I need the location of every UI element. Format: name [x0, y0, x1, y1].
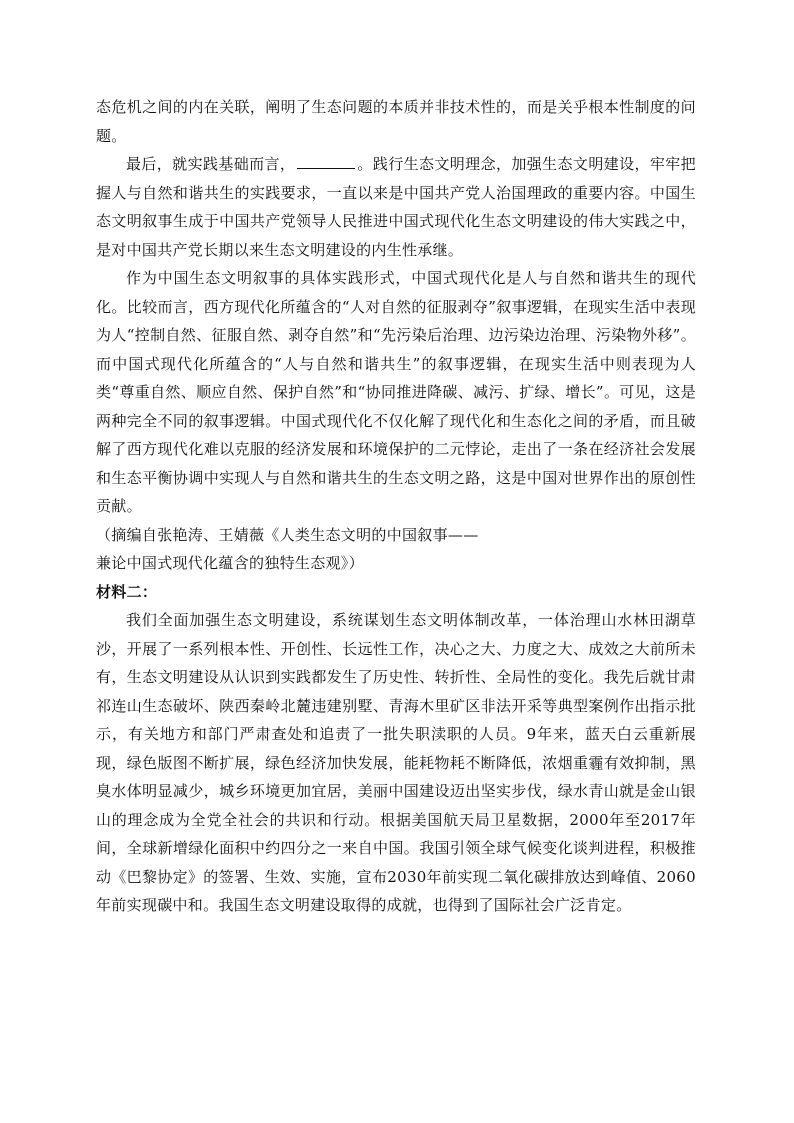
- document-body: [96, 93, 696, 920]
- paragraph-chinese-modernization: 作为中国生态文明叙事的具体实践形式，中国式现代化是人与自然和谐共生的现代化。比较而言，西方现代化所蕴含的“人对自然的征服剥夺”叙事逻辑，在现实生活中表现为人“控制自然、征服自然、剥夺自然”和“先污染后治理、边污染边治理、污染物外移”。而中国式现代化所蕴含的“人与自然和谐共生”的叙事逻辑，在现实生活中则表现为人类“尊重自然、顺应自然、保护自然”和“协同推进降碳、减污、扩绿、增长”。可见，这是两种完全不同的叙事逻辑。中国式现代化不仅化解了现代化和生态化之间的矛盾，而且破解了西方现代化难以克服的经济发展和环境保护的二元悖论，走出了一条在经济社会发展和生态平衡协调中实现人与自然和谐共生的生态文明之路，这是中国对世界作出的原创性贡献。: [96, 269, 696, 515]
- fill-in-blank[interactable]: [297, 154, 355, 169]
- paragraph-text-before-blank: 最后，就实践基础而言，: [126, 155, 296, 173]
- paragraph-material-two: 我们全面加强生态文明建设，系统谋划生态文明体制改革，一体治理山水林田湖草沙，开展了一系列根本性、开创性、长远性工作，决心之大、力度之大、成效之大前所未有，生态文明建设从认识到实践都发生了历史性、转折性、全局性的变化。我先后就甘肃祁连山生态破坏、陕西秦岭北麓违建别墅、青海木里矿区非法开采等典型案例作出指示批示，有关地方和部门严肃查处和追责了一批失职渎职的人员。9年来，蓝天白云重新展现，绿色版图不断扩展，绿色经济加快发展，能耗物耗不断降低，浓烟重霾有效抑制，黑臭水体明显减少，城乡环境更加宜居，美丽中国建设迈出坚实步伐，绿水青山就是金山银山的理念成为全党全社会的共识和行动。根据美国航天局卫星数据，2000年至2017年间，全球新增绿化面积中约四分之一来自中国。我国引领全球气候变化谈判进程，积极推动《巴黎协定》的签署、生效、实施，宣布2030年前实现二氧化碳排放达到峰值、2060年前实现碳中和。我国生态文明建设取得的成就，也得到了国际社会广泛肯定。: [96, 611, 696, 914]
- material-two-heading: 材料二：: [96, 582, 158, 601]
- paragraph-text-after-blank: 。践行生态文明理念，加强生态文明建设，牢牢把握人与自然和谐共生的实践要求，一直以来是中国共产党人治国理政的重要内容。中国生态文明叙事生成于中国共产党领导人民推进中国式现代化生态文明建设的伟大实践之中，是对中国共产党长期以来生态文明建设的内生性承继。: [96, 155, 696, 259]
- source-citation-line1: （摘编自张艳涛、王婧薇《人类生态文明的中国叙事——: [96, 525, 479, 544]
- paragraph-continuation: 态危机之间的内在关联，阐明了生态问题的本质并非技术性的，而是关乎根本性制度的问题。: [96, 98, 696, 145]
- paragraph-practice-basis: [96, 150, 696, 264]
- source-citation-line2: 兼论中国式现代化蕴含的独特生态观》）: [96, 554, 364, 572]
